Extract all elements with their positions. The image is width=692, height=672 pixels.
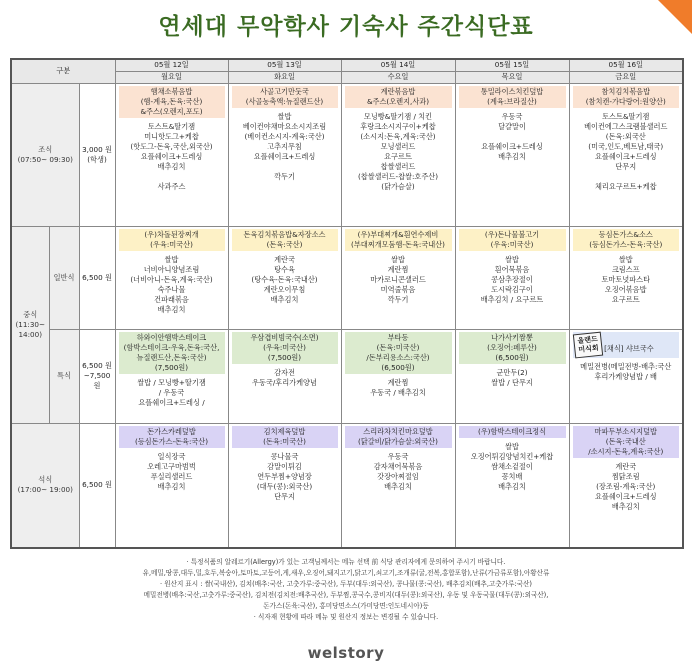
side-dishes: 우동국 감자채어묵볶음 갓장아찌절임 배추김치 [373, 451, 423, 491]
main-dish: (우)돈나물불고기 (우육:미국산) [459, 229, 566, 251]
meal-name: 중식 [23, 309, 38, 319]
side-dishes: 쌀밥 흰어묵볶음 콩삼추장절이 도시락김구이 배추김치 / 요구르트 [480, 254, 544, 304]
menu-cell [115, 83, 228, 226]
side-dishes: 쌀밥 너비아니양념조림 (너비아니-돈육,계육:국산) 숙주나물 건파래볶음 배추김치 [130, 254, 213, 314]
main-dish-name: [채식] 샤브국수 [604, 343, 654, 353]
main-dish: 마파두부소시지덮밥 (돈육:국내산 /소시지-돈육,계육:국산) [573, 426, 680, 458]
lunch-type-general: 일반식 [49, 226, 79, 329]
meal-time: (17:00~ 19:00) [17, 485, 73, 495]
day-weekday: 월요일 [115, 71, 228, 83]
meal-label-breakfast [11, 83, 79, 226]
menu-cell [115, 226, 228, 329]
side-dishes: 일식장국 오레고구마범벅 푸실리샐러드 배추김치 [147, 451, 196, 491]
price-value: 3,000 원 [82, 144, 112, 154]
price-dinner: 6,500 원 [79, 423, 115, 548]
menu-cell [341, 329, 455, 423]
notice-line: 돈가스(돈육:국산), 홍미당면소스(가미당면:인도네시아)등 [263, 602, 429, 610]
side-dishes: 토스트&딸기잼 베이컨에그스크램블샐러드 (돈육:외국산 (미국,인도,베트남,태국) 요플쉐이크+드레싱 단무지 체리요구르트+케찹 [584, 111, 668, 191]
menu-cell [569, 423, 683, 548]
allergy-origin-notice [6, 557, 686, 623]
main-dish: 돈가스카레덮밥 (등심돈가스-돈육:국산) [119, 426, 225, 448]
price-lunch-general: 6,500 원 [79, 226, 115, 329]
side-dishes: 군만두(2) 쌀밥 / 단무지 [491, 367, 533, 387]
menu-cell [228, 83, 341, 226]
day-date: 05월 16일 [569, 59, 683, 71]
side-dishes: 콩나물국 감말이튀김 연두부찜+양념장 (대두(콩):외국산) 단무지 [256, 451, 313, 501]
meal-time: (11:30~ 14:00) [15, 319, 46, 339]
side-dishes: 감자전 우동국/후리가케양념 [252, 367, 317, 387]
menu-cell [228, 226, 341, 329]
menu-cell [341, 83, 455, 226]
meal-time: (07:50~ 09:30) [17, 154, 73, 164]
meal-label-lunch [11, 226, 49, 423]
lunch-type-special: 특식 [49, 329, 79, 423]
meal-name: 석식 [38, 475, 53, 485]
side-dishes: 계란국 탕수육 (탕수육-돈육:국내산) 계란오이무침 배추김치 [251, 254, 318, 304]
side-dishes: 모닝빵&딸기잼 / 치킨 후랑크소시지구이+케찹 (소시지:돈육,계육:국산) 모닝샐러드 요구르트 찹쌀샐러드 (찹쌀샐러드-찹쌀:호주산) (닭가슴살) [357, 111, 439, 191]
main-dish: 김치제육덮밥 (돈육:미국산) [232, 426, 338, 448]
weekly-menu-table [10, 58, 684, 549]
main-dish: 참치김치볶음밥 (참치캔-가다랑어:원양산) [573, 86, 680, 108]
side-dishes: 쌀밥 계란찜 마카로니콘샐러드 미역줄볶음 깍두기 [370, 254, 426, 304]
notice-line: 유,메밀,땅콩,대두,밀,호두,복숭아,토마토,고등어,게,새우,오징어,돼지고기,닭고기,쇠고기,조개류(굴,전복,홍합포함),난류(가금류포함),아황산류 [142, 569, 550, 577]
main-dish: 부타동 (돈육:미국산) /돈부리용소스:국산) (6,500원) [345, 332, 452, 374]
price-note: (학생) [87, 154, 107, 164]
menu-cell [455, 226, 569, 329]
meal-name: 조식 [38, 144, 53, 154]
main-dish: 햄채소볶음밥 (햄-계육,돈육:국산) &주스(오렌지,포도) [119, 86, 225, 118]
day-date: 05월 15일 [455, 59, 569, 71]
day-weekday: 목요일 [455, 71, 569, 83]
menu-cell [115, 329, 228, 423]
page-title: 연세대 무악학사 기숙사 주간식단표 [158, 14, 534, 40]
day-weekday: 금요일 [569, 71, 683, 83]
event-badge: 올랜드 미식회 [572, 331, 603, 358]
side-dishes: 쌀밥 크림스프 토마토넛파스타 오징어볶음밥 요구르트 [601, 254, 651, 304]
main-dish: 스리라차치킨마요덮밥 (닭갈비/닭가슴살:외국산) [345, 426, 452, 448]
notice-line: · 식자재 현황에 따라 메뉴 및 원산지 정보는 변경될 수 있습니다. [253, 613, 439, 621]
side-dishes: 메밀전병(메밀전병-배추:국산 후리가케양념밥 / 배 [580, 361, 672, 381]
menu-cell [569, 226, 683, 329]
menu-cell [455, 83, 569, 226]
day-date: 05월 13일 [228, 59, 341, 71]
notice-line: 메밀전병(배추:국산,고춧가루:중국산), 김치전(김치전:배추국산), 두부찜,콩국수,콩비지(대두(콩):외국산), 우동 및 우동국물(대두(콩):외국산), [143, 591, 549, 599]
menu-cell [455, 329, 569, 423]
side-dishes: 우동국 달걀말이 요플쉐이크+드레싱 배추김치 [481, 111, 543, 161]
day-weekday: 수요일 [341, 71, 455, 83]
menu-cell [341, 226, 455, 329]
meal-label-dinner [11, 423, 79, 548]
menu-cell [569, 329, 683, 423]
notice-line: · 특정식품의 알레르기(Allergy)가 있는 고객님께서는 메뉴 선택 前 식당 관리자에게 문의하여 주시기 바랍니다. [186, 558, 506, 566]
main-dish: 돈육김치볶음밥&자장소스 (돈육:국산) [232, 229, 338, 251]
menu-cell [228, 423, 341, 548]
welstory-logo: welstory [307, 644, 385, 662]
side-dishes: 토스트&딸기잼 미니핫도그+케찹 (핫도그-돈육,국산,외국산) 요플쉐이크+드레싱 배추김치 사과주스 [130, 121, 213, 191]
main-dish: 등심돈가스&소스 (등심돈가스-돈육:국산) [573, 229, 680, 251]
main-dish: (우)함박스테이크정식 [459, 426, 566, 438]
day-date: 05월 14일 [341, 59, 455, 71]
main-dish: 계란볶음밥 &주스(오렌지,사과) [345, 86, 452, 108]
day-date: 05월 12일 [115, 59, 228, 71]
main-dish: 사골고기만둣국 (사골농축액:뉴질랜드산) [232, 86, 338, 108]
menu-cell [341, 423, 455, 548]
side-dishes: 쌀밥 / 모닝빵+딸기잼 / 우동국 요플쉐이크+드레싱 / [137, 377, 206, 407]
notice-line: · 원산지 표시 : 쌀(국내산), 김치(배추:국산, 고춧가루:중국산), 두부(대두:외국산), 콩나물(콩:국산), 배추김치(배추,고춧가루:국산) [160, 580, 532, 588]
main-dish: 통밀라이스치킨덮밥 (계육:브라질산) [459, 86, 566, 108]
corner-label: 구분 [11, 59, 115, 83]
side-dishes: 계란국 찜닭조림 (장조림-계육:국산) 요플쉐이크+드레싱 배추김치 [594, 461, 657, 511]
main-dish: 우삼겹비빔국수(소면) (우육:미국산) (7,500원) [232, 332, 338, 364]
main-dish: 나가사키짬뽕 (오징어:페루산) (6,500원) [459, 332, 566, 364]
main-dish: 하와이안햄박스테이크 (함박스테이크-우육,돈육:국산, 뉴질랜드산,돈육:국산) (7,500원) [119, 332, 225, 374]
menu-cell [569, 83, 683, 226]
menu-cell [455, 423, 569, 548]
main-dish [573, 332, 680, 358]
menu-cell [228, 329, 341, 423]
side-dishes: 쌀밥 오징어튀김양념치킨+케찹 쌈채소겉절이 꽁치배 배추김치 [470, 441, 554, 491]
day-weekday: 화요일 [228, 71, 341, 83]
menu-cell [115, 423, 228, 548]
side-dishes: 쌀밥 베이컨야채마요소시지조림 (베이컨소시지-계육:국산) 고추지무침 요플쉐이크+드레싱 깍두기 [242, 111, 327, 181]
main-dish: (우)부대찌개&흰연수제비 (부대찌개모둠햄-돈육:국내산) [345, 229, 452, 251]
main-dish: (우)차돌된장찌개 (우육:미국산) [119, 229, 225, 251]
side-dishes: 계란찜 우동국 / 배추김치 [370, 377, 426, 397]
price-lunch-special: 6,500 원 ~7,500 원 [79, 329, 115, 423]
price-breakfast [79, 83, 115, 226]
